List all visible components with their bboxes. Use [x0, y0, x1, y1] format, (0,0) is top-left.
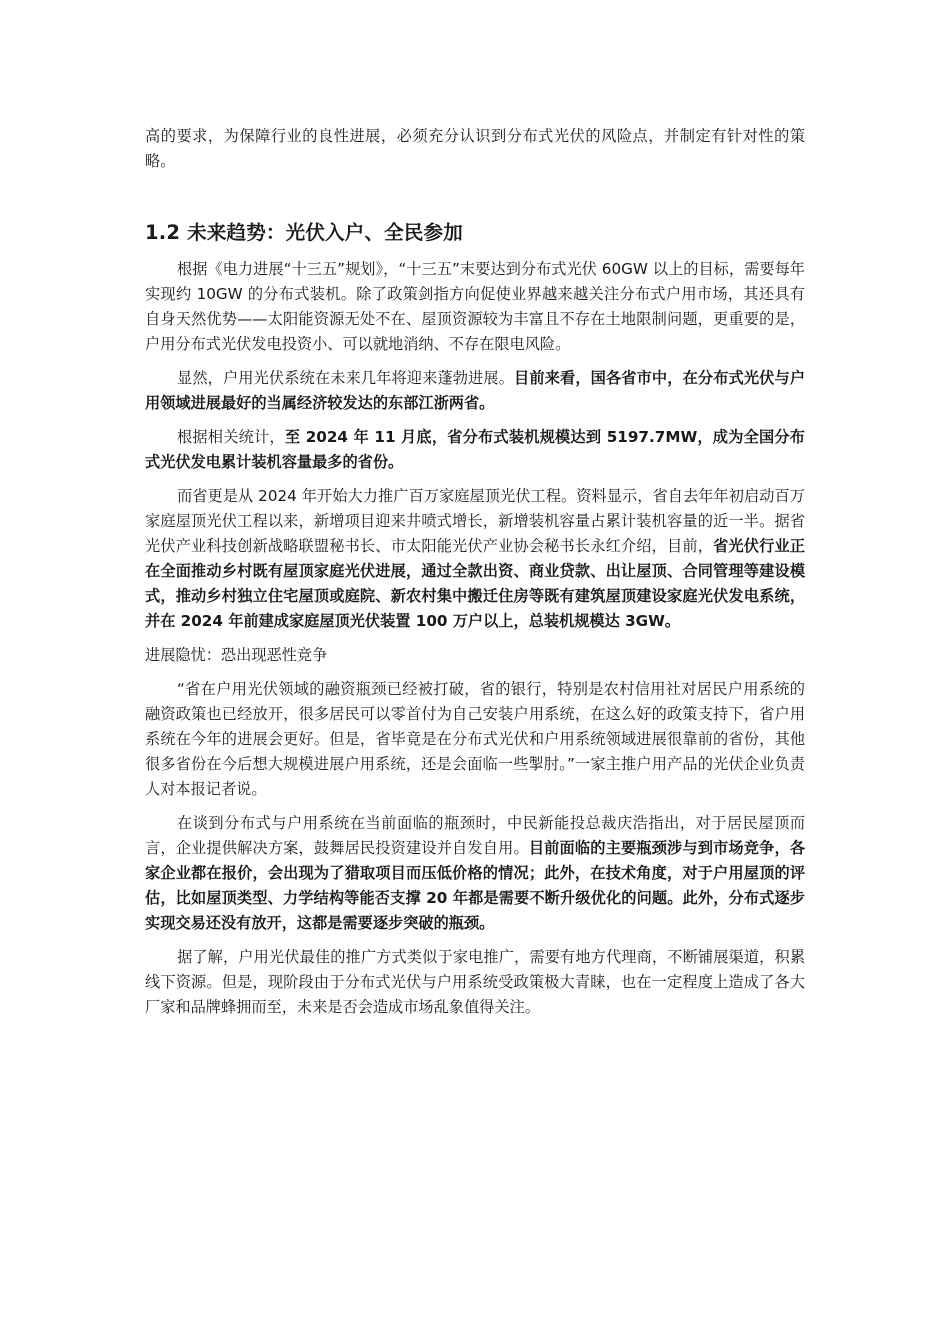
paragraph-statistics [145, 425, 805, 475]
paragraph-bottleneck-text: 在谈到分布式与户用系统在当前面临的瓶颈时，中民新能投总裁庆浩指出，对于居民屋顶而言，企业提供解决方案，鼓舞居民投资建设并自发自用。 [145, 814, 805, 857]
paragraph-statistics-text: 根据相关统计， [177, 428, 285, 446]
paragraph-trend [145, 366, 805, 416]
paragraph-statistics-bold: 至 2024 年 11 月底，省分布式装机规模达到 5197.7MW，成为全国分布式光伏发电累计装机容量最多的省份。 [145, 428, 805, 471]
subheading-concern: 进展隐忧：恐出现恶性竞争 [145, 646, 328, 664]
paragraph-quote: “省在户用光伏领域的融资瓶颈已经被打破，省的银行，特别是农村信用社对居民户用系统的融资政策也已经放开，很多居民可以零首付为自己安装户用系统，在这么好的政策支持下，省户用系统在今年的进展会更好。但是，省毕竟是在分布式光伏和户用系统领域进展很靠前的省份，其他很多省份在今后想大规模进展户用系统，还是会面临一些掣肘。”一家主推户用产品的光伏企业负责人对本报记者说。 [145, 680, 805, 798]
intro-paragraph: 高的要求，为保障行业的良性进展，必须充分认识到分布式光伏的风险点，并制定有针对性的策略。 [145, 127, 805, 170]
paragraph-trend-bold: 目前来看，国各省市中，在分布式光伏与户用领域进展最好的当属经济较发达的东部江浙两省。 [145, 369, 805, 412]
paragraph-trend-text: 显然，户用光伏系统在未来几年将迎来蓬勃进展。 [177, 369, 515, 387]
paragraph-plan: 根据《电力进展“十三五”规划》，“十三五”末要达到分布式光伏 60GW 以上的目标，需要每年实现约 10GW 的分布式装机。除了政策剑指方向促使业界越来越关注分布式户用市场，其还具有自身天然优势——太阳能资源无处不在、屋顶资源较为丰富且不存在土地限制问题，更重要的是，户用分布式光伏发电投资小、可以就地消纳、不存在限电风险。 [145, 260, 805, 353]
section-heading: 1.2 未来趋势：光伏入户、全民参加 [145, 221, 463, 244]
paragraph-project-text: 而省更是从 2024 年开始大力推广百万家庭屋顶光伏工程。资料显示，省自去年年初启动百万家庭屋顶光伏工程以来，新增项目迎来井喷式增长，新增装机容量占累计装机容量的近一半。据省光伏产业科技创新战略联盟秘书长、市太阳能光伏产业协会秘书长永红介绍，目前， [145, 487, 805, 555]
paragraph-promotion: 据了解，户用光伏最佳的推广方式类似于家电推广，需要有地方代理商，不断铺展渠道，积累线下资源。但是，现阶段由于分布式光伏与户用系统受政策极大青睐，也在一定程度上造成了各大厂家和品牌蜂拥而至，未来是否会造成市场乱象值得关注。 [145, 948, 805, 1016]
paragraph-bottleneck-bold: 目前面临的主要瓶颈涉与到市场竞争，各家企业都在报价，会出现为了猎取项目而压低价格的情况；此外，在技术角度，对于户用屋顶的评估，比如屋顶类型、力学结构等能否支撑 20 年都是需要不断升级优化的问题。此外，分布式逐步实现交易还没有放开，这都是需要逐步突破的瓶颈。 [145, 839, 806, 932]
paragraph-bottleneck [145, 811, 805, 936]
paragraph-project-bold: 省光伏行业正在全面推动乡村既有屋顶家庭光伏进展，通过全款出资、商业贷款、出让屋顶、合同管理等建设模式，推动乡村独立住宅屋顶或庭院、新农村集中搬迁住房等既有建筑屋顶建设家庭光伏发电系统，并在 2024 年前建成家庭屋顶光伏装置 100 万户以上，总装机规模达 3GW。 [145, 537, 806, 630]
document-page [145, 124, 805, 1020]
paragraph-project [145, 484, 805, 634]
